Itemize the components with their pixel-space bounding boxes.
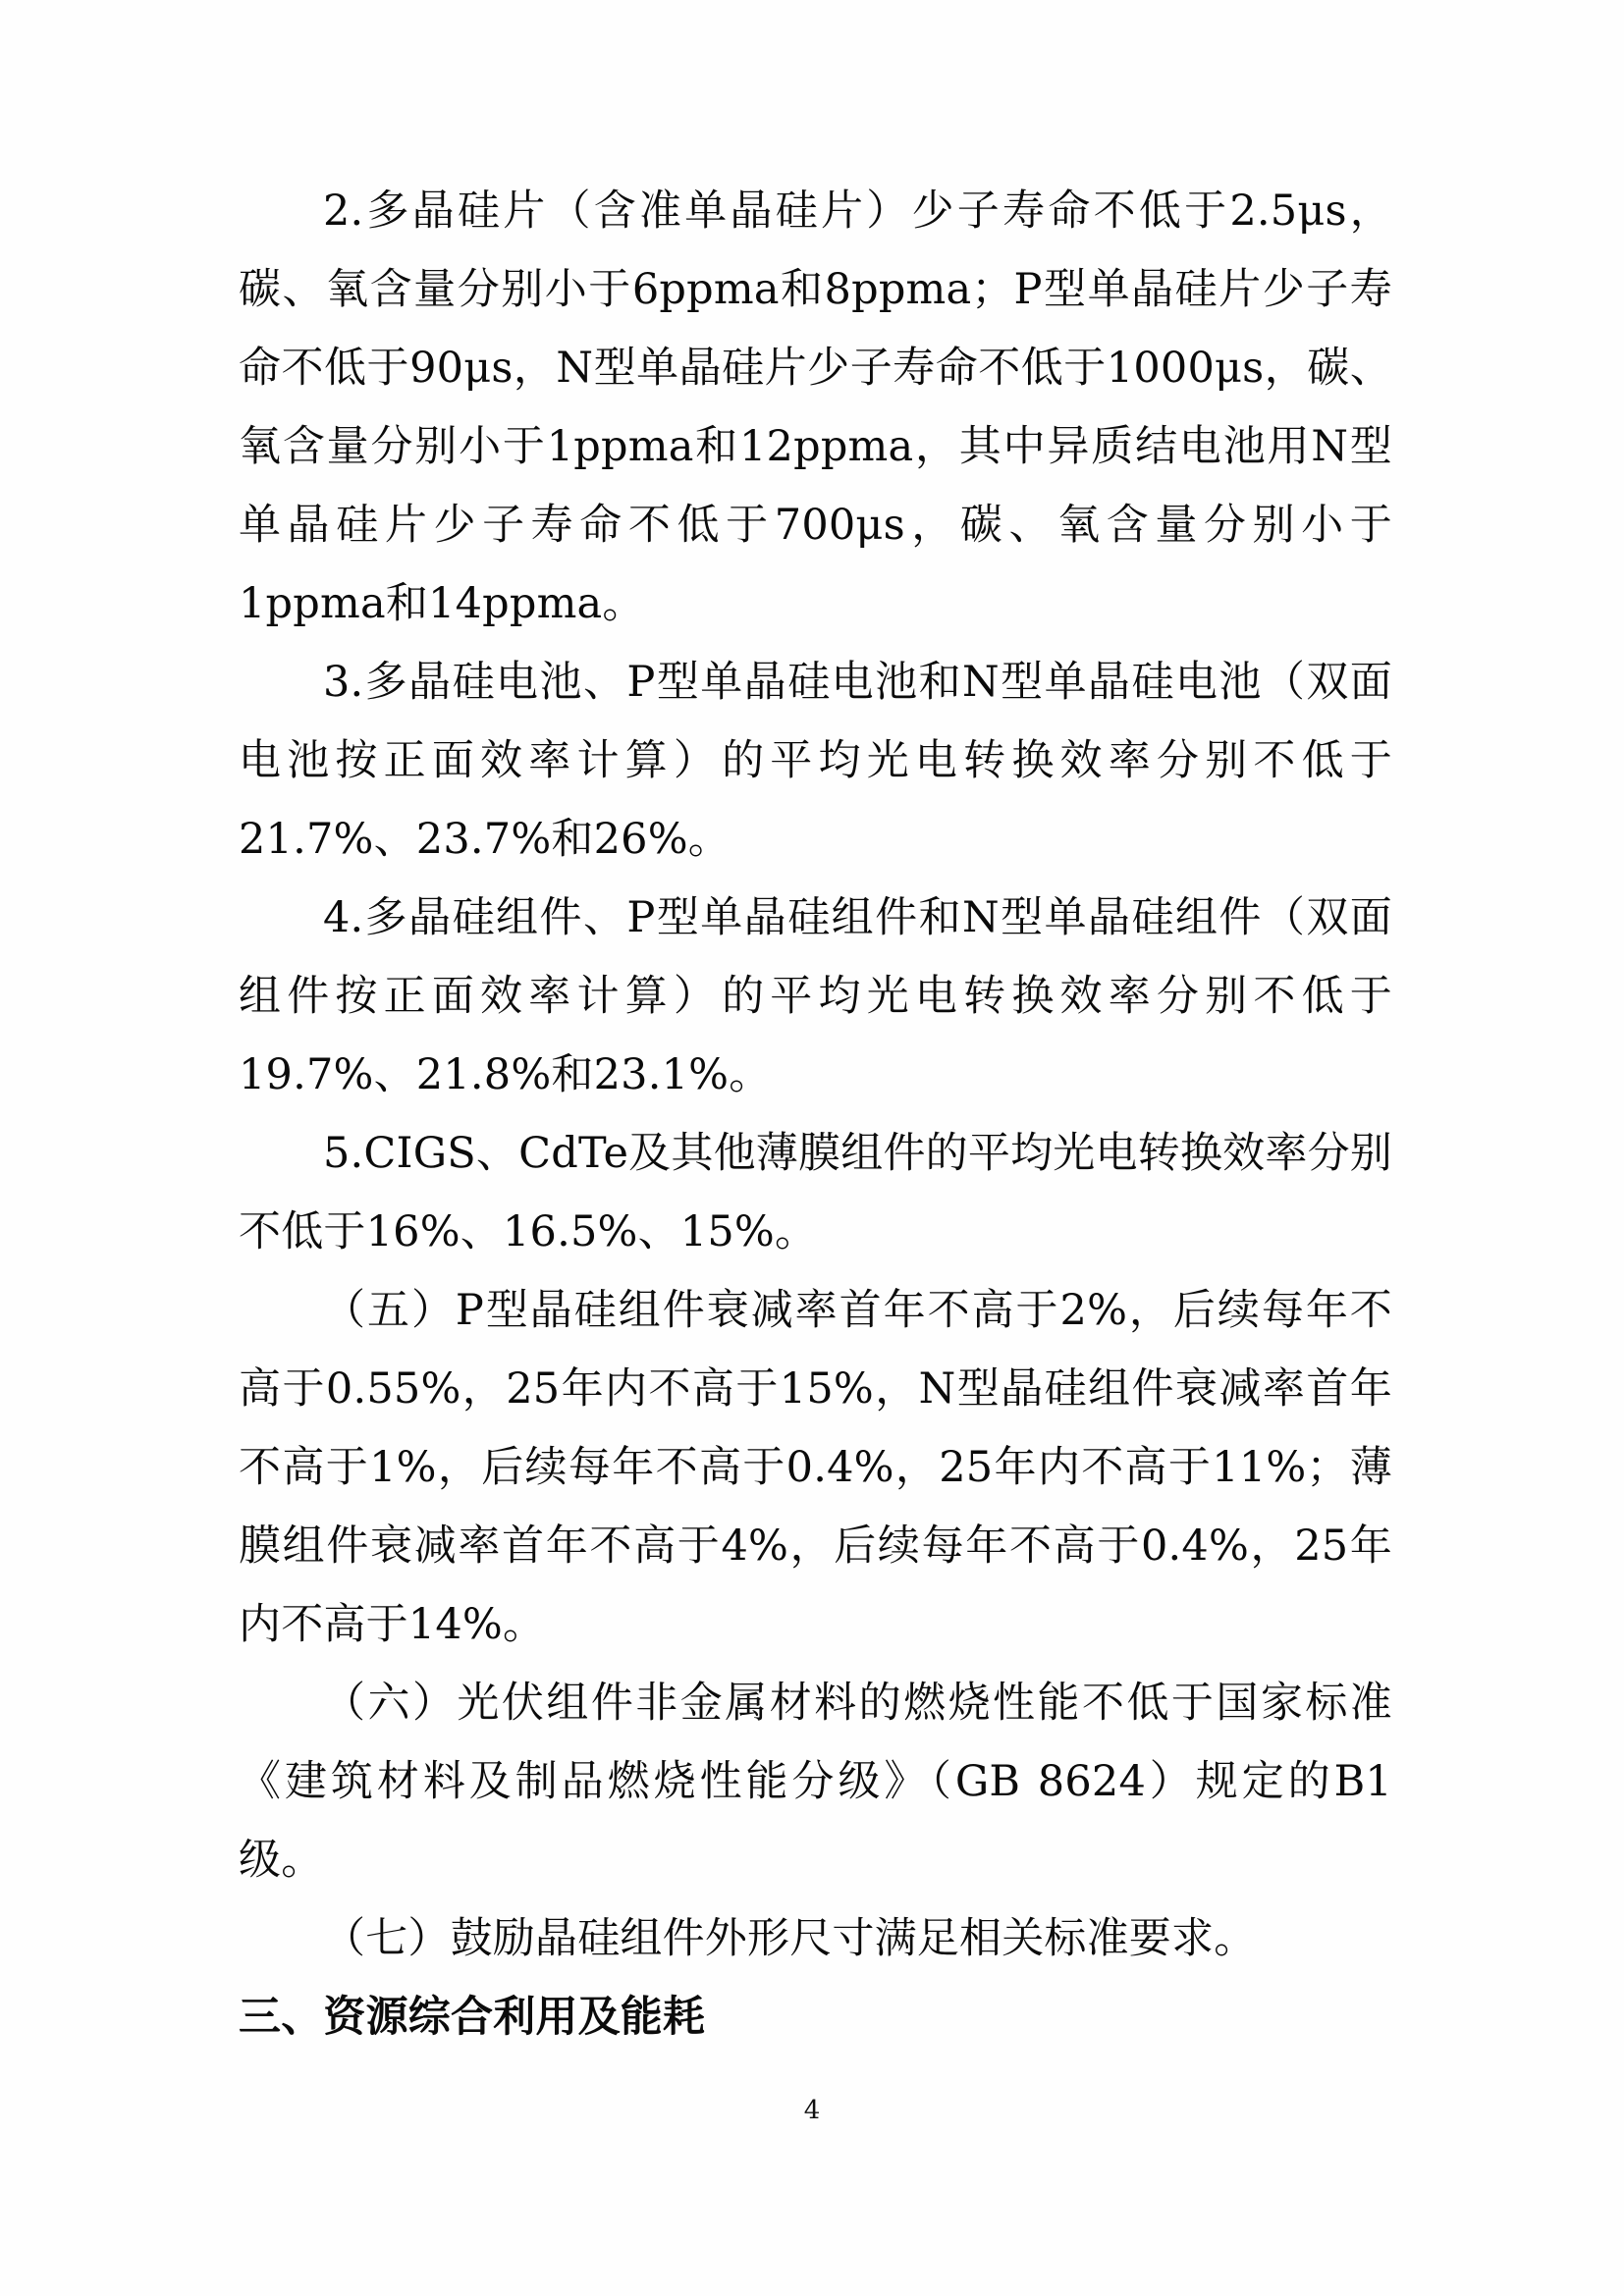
paragraph-item-5: 5.CIGS、CdTe及其他薄膜组件的平均光电转换效率分别不低于16%、16.5%、15%。 [239, 1129, 1392, 1256]
paragraph-item-2: 2.多晶硅片（含准单晶硅片）少子寿命不低于2.5μs，碳、氧含量分别小于6ppma和8ppma；P型单晶硅片少子寿命不低于90μs，N型单晶硅片少子寿命不低于1000μs，碳、氧含量分别小于1ppma和12ppma，其中异质结电池用N型单晶硅片少子寿命不低于700μs，碳、氧含量分别小于1ppma和14ppma。 [239, 187, 1392, 628]
paragraph-item-4: 4.多晶硅组件、P型单晶硅组件和N型单晶硅组件（双面组件按正面效率计算）的平均光电转换效率分别不低于19.7%、21.8%和23.1%。 [239, 893, 1392, 1099]
paragraph-item-6-cn: （六）光伏组件非金属材料的燃烧性能不低于国家标准《建筑材料及制品燃烧性能分级》（GB 8624）规定的B1级。 [239, 1679, 1392, 1885]
section-heading: 三、资源综合利用及能耗 [239, 1993, 706, 2042]
paragraph-item-5-cn: （五）P型晶硅组件衰减率首年不高于2%，后续每年不高于0.55%，25年内不高于15%，N型晶硅组件衰减率首年不高于1%，后续每年不高于0.4%，25年内不高于11%；薄膜组件衰减率首年不高于4%，后续每年不高于0.4%，25年内不高于14%。 [239, 1286, 1392, 1649]
page-number: 4 [803, 2096, 821, 2125]
paragraph-item-3: 3.多晶硅电池、P型单晶硅电池和N型单晶硅电池（双面电池按正面效率计算）的平均光电转换效率分别不低于21.7%、23.7%和26%。 [239, 658, 1392, 864]
paragraph-item-7-cn: （七）鼓励晶硅组件外形尺寸满足相关标准要求。 [323, 1914, 1257, 1963]
page-body [239, 172, 1392, 2056]
